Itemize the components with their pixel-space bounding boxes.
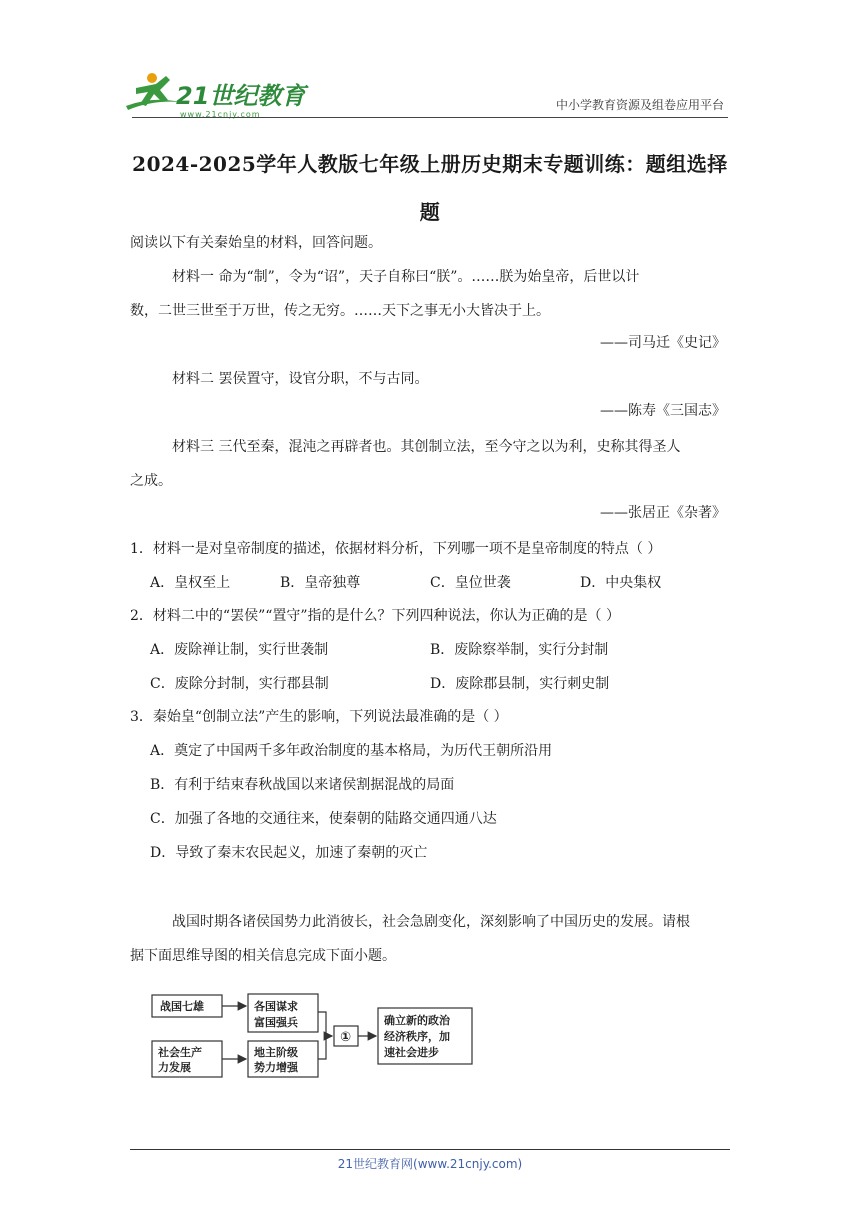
- question-3-option-d[interactable]: D．导致了秦末农民起义，加速了秦朝的灭亡: [150, 845, 428, 861]
- material-3-line-1: 材料三 三代至秦，混沌之再辟者也。其创制立法，至今守之以为利，史称其得圣人: [172, 439, 681, 455]
- box-productivity-line-2: 力发展: [158, 1061, 191, 1074]
- box-productivity-line-1: 社会生产: [158, 1046, 202, 1059]
- box-landlord-class-line-1: 地主阶级: [254, 1046, 298, 1059]
- platform-name: 中小学教育资源及组卷应用平台: [555, 98, 724, 112]
- title-line-1: 2024-2025学年人教版七年级上册历史期末专题训练：题组选择: [132, 152, 728, 176]
- footer-divider: [130, 1149, 730, 1150]
- box-result-line-1: 确立新的政治: [384, 1014, 450, 1027]
- question-1-option-b[interactable]: B．皇帝独尊: [280, 575, 361, 591]
- question-1-option-a[interactable]: A．皇权至上: [150, 575, 231, 591]
- question-2-option-d[interactable]: D．废除郡县制，实行刺史制: [430, 676, 610, 692]
- box-pursue-strength-line-1: 各国谋求: [254, 1000, 298, 1013]
- blank-marker: ①: [340, 1030, 352, 1045]
- group1-intro: 阅读以下有关秦始皇的材料，回答问题。: [130, 235, 382, 251]
- material-2: 材料二 罢侯置守，设官分职，不与古同。: [172, 371, 429, 387]
- question-2-stem: 2．材料二中的“罢侯”“置守”指的是什么？下列四种说法，你认为正确的是（ ）: [130, 608, 620, 624]
- runner-logo-icon: [122, 66, 306, 122]
- material-1: [130, 260, 726, 294]
- question-3-option-c[interactable]: C．加强了各地的交通往来，使秦朝的陆路交通四通八达: [150, 811, 497, 827]
- question-1-stem: 1．材料一是对皇帝制度的描述，依据材料分析，下列哪一项不是皇帝制度的特点（ ）: [130, 541, 662, 557]
- question-2-option-a[interactable]: A．废除禅让制，实行世袭制: [150, 642, 329, 658]
- material-3-line-2: 之成。: [130, 473, 172, 489]
- box-warring-states-label: 战国七雄: [160, 1000, 204, 1013]
- box-pursue-strength-line-2: 富国强兵: [254, 1016, 298, 1029]
- question-2-option-c[interactable]: C．废除分封制，实行郡县制: [150, 676, 329, 692]
- material-1-line-1: 材料一 命为“制”，令为“诏”，天子自称曰“朕”。……朕为始皇帝，后世以计: [172, 269, 640, 285]
- mind-map-diagram: [150, 990, 480, 1082]
- title-line-2: 题: [419, 200, 441, 224]
- box-result-line-3: 速社会进步: [384, 1046, 439, 1059]
- header-divider: [132, 117, 728, 118]
- group2-intro-line-1: 战国时期各诸侯国势力此消彼长，社会急剧变化，深刻影响了中国历史的发展。请根: [172, 914, 690, 930]
- footer-link[interactable]: 21世纪教育网(www.21cnjy.com): [337, 1157, 523, 1171]
- box-result-line-2: 经济秩序，加: [384, 1030, 450, 1043]
- material-3-source: ——张居正《杂著》: [600, 505, 726, 521]
- question-2-option-b[interactable]: B．废除察举制，实行分封制: [430, 642, 609, 658]
- box-landlord-class-line-2: 势力增强: [254, 1061, 298, 1074]
- material-1-line-2: 数，二世三世至于万世，传之无穷。……天下之事无小大皆决于上。: [130, 303, 550, 319]
- question-1-option-d[interactable]: D．中央集权: [580, 575, 662, 591]
- site-logo: [122, 66, 306, 122]
- question-3-option-b[interactable]: B．有利于结束春秋战国以来诸侯割据混战的局面: [150, 777, 455, 793]
- question-3-option-a[interactable]: A．奠定了中国两千多年政治制度的基本格局，为历代王朝所沿用: [150, 743, 553, 759]
- question-3-stem: 3．秦始皇“创制立法”产生的影响，下列说法最准确的是（ ）: [130, 709, 508, 725]
- page-title: [130, 140, 730, 236]
- material-2-source: ——陈寿《三国志》: [600, 403, 726, 419]
- material-1-source: ——司马迁《史记》: [600, 335, 726, 351]
- logo-subtext: www.21cnjy.com: [180, 110, 261, 119]
- group2-intro-line-2: 据下面思维导图的相关信息完成下面小题。: [130, 948, 396, 964]
- logo-text: 21世纪教育: [176, 82, 306, 110]
- question-1-option-c[interactable]: C．皇位世袭: [430, 575, 511, 591]
